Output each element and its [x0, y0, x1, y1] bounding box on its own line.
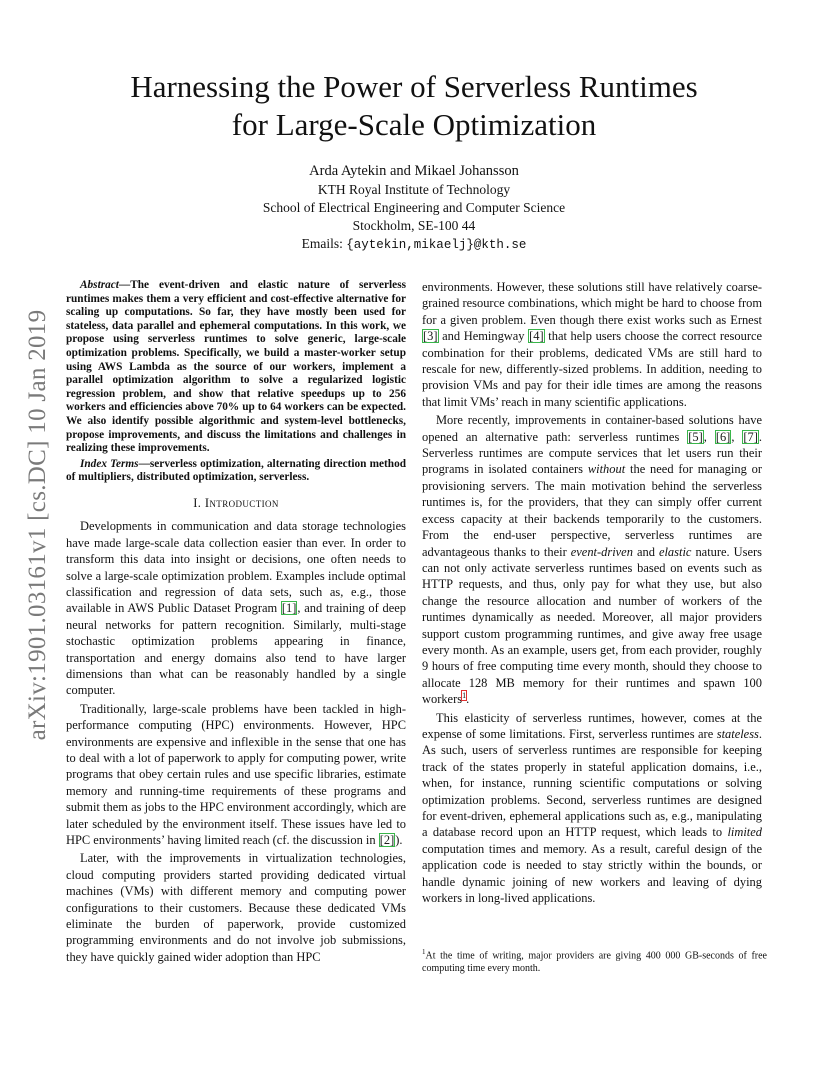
- emails-label: Emails:: [301, 236, 347, 251]
- emails: [160, 235, 668, 254]
- footnote-text: At the time of writing, major providers are giving 400 000 GB-seconds of free computing time every month.: [422, 950, 767, 975]
- text-span: ).: [395, 833, 403, 848]
- emphasis: stateless: [716, 726, 759, 741]
- intro-paragraph-6: [422, 710, 762, 907]
- citation-link[interactable]: [1]: [281, 601, 297, 616]
- text-span: More recently, improvements in container-based solutions have opened an alternative path: serverless runtimes: [422, 413, 762, 444]
- footnote-mark: 1: [422, 948, 426, 956]
- title-line-1: Harnessing the Power of Serverless Runtimes: [130, 69, 698, 104]
- intro-paragraph-5: [422, 412, 762, 707]
- email-addresses[interactable]: {aytekin,mikaelj}@kth.se: [346, 238, 527, 252]
- index-terms-text: —serverless optimization, alternating direction method of multipliers, distributed optimization, serverless.: [66, 457, 407, 484]
- text-span: computation times and memory. As a result, careful design of the application code is needed to stay strictly within the bounds, or handle dynamic joining of new workers and leaving of dying workers in long-lived applications.: [422, 841, 762, 906]
- emphasis: event-driven: [570, 544, 633, 559]
- text-span: ,: [731, 429, 743, 444]
- abstract-text: —The event-driven and elastic nature of serverless runtimes makes them a very efficient and cost-effective alternative for scaling up computations. So far, they have mostly been used for stateless, data parallel and ephemeral computations. In this work, we propose using serverless runtimes to solve generic, large-scale optimization problems. Specifically, we build a master-worker setup using AWS Lambda as the source of our workers, implement a parallel optimization algorithm to solve a regularized logistic regression problem, and show that relative speedups up to 256 workers and efficiencies above 70% up to 64 workers can be expected. We also identify possible algorithmic and system-level bottlenecks, propose improvements, and discuss the limitations and challenges in realizing these improvements.: [66, 279, 406, 455]
- citation-link[interactable]: [6]: [715, 429, 731, 444]
- title-line-2: for Large-Scale Optimization: [231, 107, 597, 142]
- author-names: Arda Aytekin and Mikael Johansson: [309, 163, 519, 179]
- text-span: the need for managing or provisioning servers. The main motivation behind the serverless runtimes is, for the providers, that they can simply offer current excess capacity at their backends temporarily to the customers. From the end-user perspective, serverless runtimes are advantageous thanks to their: [422, 462, 762, 559]
- intro-paragraph-3: Later, with the improvements in virtualization technologies, cloud computing providers started providing dedicated virtual machines (VMs) with different memory and computing power configurations to their customers. Because these dedicated VMs eliminate the burden of paperwork, provide customized programming environments and do not involve job submissions, they have quickly gained wider adoption than HPC: [66, 851, 406, 964]
- index-terms: [66, 458, 406, 485]
- citation-link[interactable]: [5]: [688, 429, 703, 444]
- abstract: [66, 279, 406, 456]
- emphasis: limited: [727, 825, 762, 840]
- intro-paragraph-4: [422, 279, 762, 410]
- text-span: and Hemingway: [438, 329, 529, 344]
- paper-title: [60, 68, 768, 144]
- section-title: Introduction: [204, 495, 279, 510]
- text-span: . As such, users of serverless runtimes are responsible for keeping track of the states properly in stateful application domains, i.e., when, for instance, running scientific computations or solving optimization problems. Second, serverless runtimes are designed for event-driven, ephemeral applications such as, e.g., manipulating a database record upon an HTTP request, which leads to: [422, 726, 762, 840]
- text-span: nature. Users can not only activate serverless runtimes based on events such as HTTP requests, and thus, only pay for what they use, but also change the resource allocation and number of workers of the runtimes dynamically as needed. Moreover, all major providers support custom programming runtimes, and give away free usage every month. As an example, users get, from each provider, roughly 9 hours of free computing time every month, should they choose to allocate 128 MB memory for their runtimes and spawn 100 workers: [422, 544, 762, 707]
- text-span: that help users choose the correct resource combination for their problems, dedicated VMs are still hard to rescale for new, differently-sized problems. In addition, needing to provision VMs and pay for their idle times are among the reasons that limit VMs’ reach in many scientific applications.: [422, 329, 763, 409]
- text-span: ,: [703, 429, 715, 444]
- emphasis: elastic: [658, 544, 692, 559]
- text-span: Developments in communication and data storage technologies have made large-scale data collection easier than ever. In order to transform this data into insight or decisions, one often needs to solve a large-scale optimization problem. Examples include optimal classification and regression of data sets, such as, e.g., those available in AWS Public Dataset Program: [66, 519, 406, 616]
- location: Stockholm, SE-100 44: [352, 218, 476, 233]
- text-span: and: [632, 544, 659, 559]
- intro-paragraph-1: [66, 518, 406, 698]
- citation-link[interactable]: [4]: [529, 329, 544, 344]
- affiliation: KTH Royal Institute of Technology: [317, 182, 511, 197]
- footnote-link[interactable]: 1: [462, 691, 467, 701]
- text-span: . Serverless runtimes are compute services that let users run their programs in isolated containers: [422, 429, 763, 477]
- school: School of Electrical Engineering and Computer Science: [262, 200, 566, 215]
- citation-link[interactable]: [3]: [423, 329, 438, 344]
- text-span: This elasticity of serverless runtimes, however, comes at the expense of some limitations. First, serverless runtimes are: [422, 710, 762, 741]
- left-column: [66, 279, 406, 965]
- text-span: .: [466, 692, 470, 707]
- arxiv-identifier: arXiv:1901.03161v1 [cs.DC] 10 Jan 2019: [24, 309, 51, 741]
- arxiv-sidebar: [18, 290, 58, 760]
- section-heading-introduction: [66, 495, 406, 511]
- footnote: [422, 946, 767, 976]
- text-span: Traditionally, large-scale problems have been tackled in high-performance computing (HPC) environments. However, HPC environments are expensive and inflexible in the sense that one has to deal with a lot of paperwork to apply for computing power, write programs that obey certain rules and use specific libraries, estimate memory and running-time requirements of these programs and submit them as jobs to the HPC environment accordingly, which are later scheduled by the environment itself. These issues have led to HPC environments’ having limited reach (cf. the discussion in: [66, 701, 406, 848]
- index-terms-label: Index Terms: [80, 457, 139, 470]
- section-number: I.: [193, 495, 205, 510]
- citation-link[interactable]: [2]: [379, 833, 395, 848]
- intro-paragraph-2: [66, 701, 406, 849]
- author-block: [160, 162, 668, 254]
- text-span: environments. However, these solutions still have relatively coarse-grained resource combinations, which might be hard to choose from for a given problem. Even though there exist works such as Ernest: [422, 280, 762, 327]
- abstract-label: Abstract: [80, 279, 119, 291]
- text-span: , and training of deep neural networks for pattern recognition. Similarly, multi-stage stochastic optimization problems appearing in finance, transportation and energy domains also tend to have larger dimensions than what can be reasonably handled by a single computer.: [66, 601, 406, 698]
- right-column: [422, 279, 762, 906]
- citation-link[interactable]: [7]: [743, 429, 758, 444]
- emphasis: without: [587, 462, 626, 477]
